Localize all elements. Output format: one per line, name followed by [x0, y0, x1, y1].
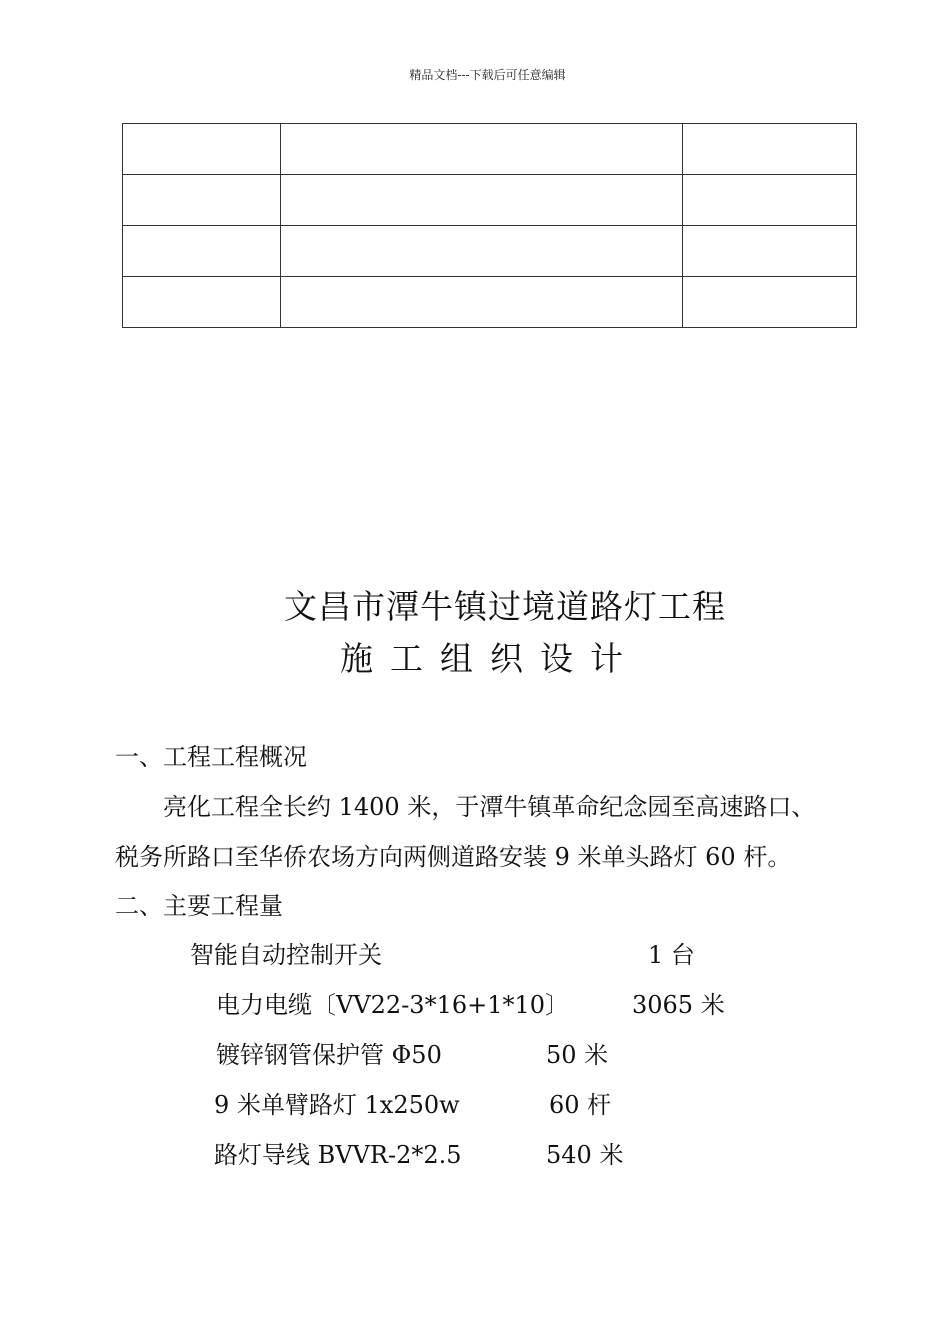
section1-heading: 一、工程工程概况 — [115, 743, 307, 771]
table-cell — [123, 175, 281, 226]
quantity-item-qty: 50 米 — [546, 1041, 609, 1069]
section1-paragraph-line1: 亮化工程全长约 1400 米，于潭牛镇革命纪念园至高速路口、 — [163, 793, 816, 821]
table-cell — [123, 226, 281, 277]
table-row — [123, 124, 857, 175]
table-cell — [123, 277, 281, 328]
quantity-item-name: 电力电缆〔VV22-3*16+1*10〕 — [216, 991, 570, 1019]
table-cell — [123, 124, 281, 175]
table-row — [123, 226, 857, 277]
quantity-item-qty: 1 台 — [648, 941, 695, 969]
quantity-item — [0, 985, 950, 1019]
quantity-item-qty: 3065 米 — [632, 991, 725, 1019]
quantity-item-qty: 60 杆 — [549, 1091, 612, 1119]
quantity-item-name: 镀锌钢管保护管 Φ50 — [216, 1041, 442, 1069]
quantity-item — [0, 1085, 950, 1119]
table-row — [123, 175, 857, 226]
table-cell — [683, 124, 857, 175]
quantity-item-qty: 540 米 — [546, 1141, 624, 1169]
document-subtitle: 施工组织设计 — [340, 639, 640, 678]
table-cell — [281, 175, 683, 226]
table-cell — [281, 277, 683, 328]
table-cell — [683, 175, 857, 226]
quantity-item-name: 智能自动控制开关 — [190, 941, 382, 969]
quantity-item-name: 9 米单臂路灯 1x250w — [214, 1091, 460, 1119]
blank-table — [122, 123, 857, 328]
section2-heading: 二、主要工程量 — [115, 892, 283, 920]
section1-paragraph-line2: 税务所路口至华侨农场方向两侧道路安装 9 米单头路灯 60 杆。 — [115, 843, 792, 871]
table-cell — [281, 226, 683, 277]
table-row — [123, 277, 857, 328]
quantity-item-name: 路灯导线 BVVR-2*2.5 — [214, 1141, 462, 1169]
page-header-note: 精品文档---下载后可任意编辑 — [409, 68, 566, 82]
quantity-item — [0, 1035, 950, 1069]
table-cell — [281, 124, 683, 175]
quantity-item — [0, 1135, 950, 1169]
quantity-item — [0, 935, 950, 969]
table-cell — [683, 277, 857, 328]
document-title: 文昌市潭牛镇过境道路灯工程 — [284, 587, 726, 626]
table-cell — [683, 226, 857, 277]
